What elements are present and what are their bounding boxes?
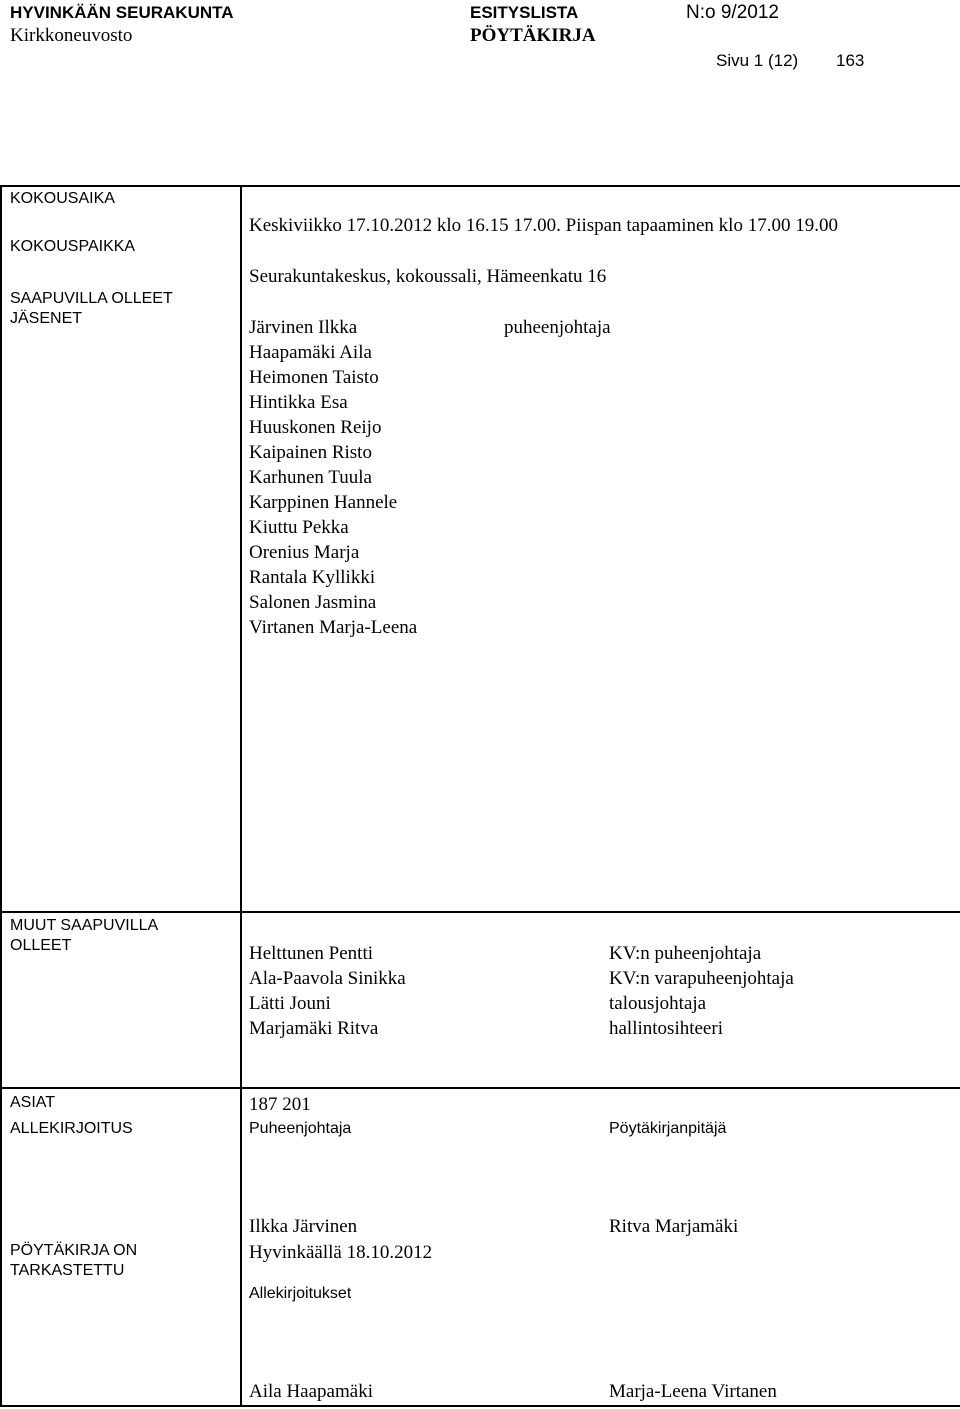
member-name: Karppinen Hannele (249, 492, 398, 513)
member-name: Kaipainen Risto (249, 442, 372, 463)
review-label-line-2: TARKASTETTU (10, 1262, 125, 1279)
body-name: Kirkkoneuvosto (10, 25, 133, 46)
table-bottom-border (0, 1405, 960, 1407)
table-top-border (0, 185, 960, 187)
members-label-line-2: JÄSENET (10, 310, 83, 327)
meeting-place-value: Seurakuntakeskus, kokoussali, Hämeenkatu 16 (249, 266, 607, 287)
row-divider-others (0, 911, 960, 913)
reviewer-1-name: Aila Haapamäki (249, 1381, 373, 1402)
meeting-place-label: KOKOUSPAIKKA (10, 238, 136, 255)
doc-type-minutes: PÖYTÄKIRJA (470, 25, 596, 46)
chair-role: puheenjohtaja (504, 317, 611, 338)
member-name: Haapamäki Aila (249, 342, 372, 363)
member-name: Virtanen Marja-Leena (249, 617, 418, 638)
member-name: Hintikka Esa (249, 392, 348, 413)
row-divider-items (0, 1087, 960, 1089)
member-name: Heimonen Taisto (249, 367, 379, 388)
page-number: 163 (836, 51, 865, 70)
meeting-time-label: KOKOUSAIKA (10, 190, 115, 207)
column-divider (240, 185, 242, 1407)
member-name: Orenius Marja (249, 542, 360, 563)
other-attendee-role: KV:n puheenjohtaja (609, 943, 762, 964)
secretary-title: Pöytäkirjanpitäjä (609, 1120, 727, 1137)
other-attendee-role: KV:n varapuheenjohtaja (609, 968, 794, 989)
page-indicator: Sivu 1 (12) (716, 51, 799, 70)
others-label-line-2: OLLEET (10, 937, 72, 954)
others-label (10, 916, 158, 956)
members-label (10, 289, 173, 329)
others-label-line-1: MUUT SAAPUVILLA (10, 917, 159, 934)
members-list (249, 315, 417, 640)
member-name: Huuskonen Reijo (249, 417, 382, 438)
other-attendee-name: Marjamäki Ritva (249, 1018, 379, 1039)
chair-name: Ilkka Järvinen (249, 1216, 358, 1237)
chair-title: Puheenjohtaja (249, 1120, 352, 1137)
document-number: N:o 9/2012 (686, 2, 779, 23)
review-label (10, 1241, 137, 1281)
member-name: Rantala Kyllikki (249, 567, 376, 588)
items-label: ASIAT (10, 1094, 56, 1111)
review-label-line-1: PÖYTÄKIRJA ON (10, 1242, 138, 1259)
meeting-time-value: Keskiviikko 17.10.2012 klo 16.15 17.00. Piispan tapaaminen klo 17.00 19.00 (249, 215, 838, 236)
secretary-name: Ritva Marjamäki (609, 1216, 739, 1237)
organization-name: HYVINKÄÄN SEURAKUNTA (10, 3, 234, 22)
others-names-list (249, 941, 406, 1041)
review-signatures-label: Allekirjoitukset (249, 1285, 352, 1302)
doc-type-agenda: ESITYSLISTA (470, 3, 579, 22)
members-label-line-1: SAAPUVILLA OLLEET (10, 290, 173, 307)
member-name: Järvinen Ilkka (249, 317, 358, 338)
other-attendee-role: hallintosihteeri (609, 1018, 723, 1039)
items-range: 187 201 (249, 1094, 311, 1115)
other-attendee-name: Lätti Jouni (249, 993, 331, 1014)
others-roles-list (609, 941, 794, 1041)
other-attendee-name: Helttunen Pentti (249, 943, 374, 964)
member-name: Kiuttu Pekka (249, 517, 349, 538)
member-name: Salonen Jasmina (249, 592, 377, 613)
signatures-label: ALLEKIRJOITUS (10, 1120, 133, 1137)
table-left-border (0, 185, 2, 1407)
member-name: Karhunen Tuula (249, 467, 372, 488)
reviewer-2-name: Marja-Leena Virtanen (609, 1381, 777, 1402)
other-attendee-name: Ala-Paavola Sinikka (249, 968, 406, 989)
review-place-date: Hyvinkäällä 18.10.2012 (249, 1242, 433, 1263)
other-attendee-role: talousjohtaja (609, 993, 707, 1014)
